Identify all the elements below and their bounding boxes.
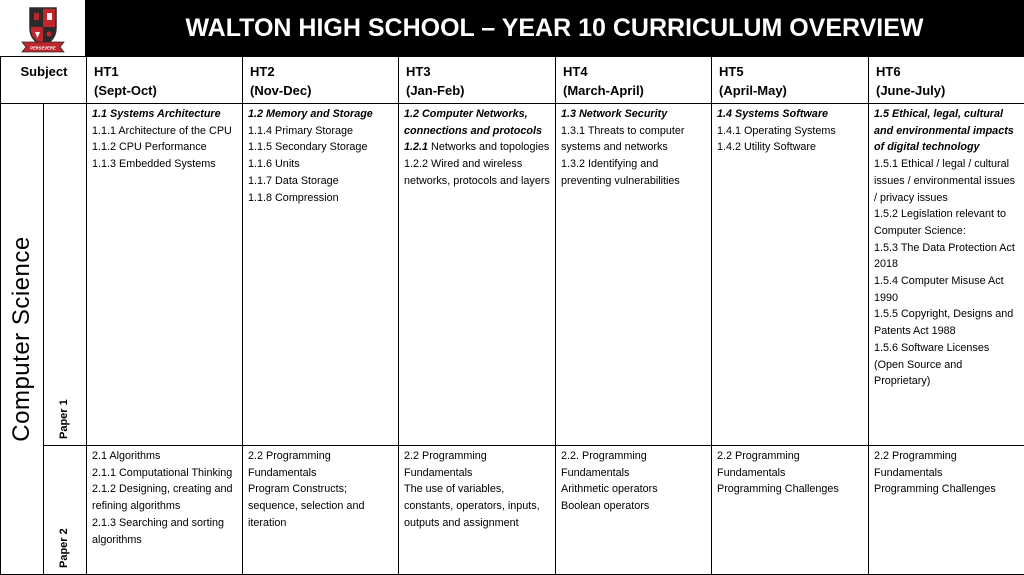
school-logo <box>0 0 86 56</box>
unit-cell <box>243 104 399 446</box>
unit-topic: 2.1.1 Computational Thinking <box>92 466 233 479</box>
term-months: (Jan-Feb) <box>406 83 465 98</box>
unit-cell <box>869 104 1024 446</box>
term-code: HT3 <box>406 64 431 79</box>
term-header-ht5 <box>712 57 869 104</box>
term-months: (Nov-Dec) <box>250 83 312 98</box>
unit-heading: 1.5 Ethical, legal, cultural and environmental impacts of digital technology <box>874 108 1014 154</box>
term-months: (March-April) <box>563 83 644 98</box>
school-crest-icon <box>0 0 85 56</box>
unit-cell <box>87 104 243 446</box>
unit-topic: 1.5.3 The Data Protection Act 2018 <box>874 241 1015 271</box>
term-months: (Sept-Oct) <box>94 83 157 98</box>
unit-cell <box>712 446 869 575</box>
unit-topic: 1.4.1 Operating Systems <box>717 124 836 137</box>
unit-topic: 1.5.6 Software Licenses (Open Source and Proprietary) <box>874 341 990 388</box>
subject-cell <box>1 104 44 575</box>
term-header-ht6 <box>869 57 1024 104</box>
unit-topic: 1.1.6 Units <box>248 158 300 171</box>
unit-topic: 1.5.2 Legislation relevant to Computer Science: <box>874 208 1007 237</box>
unit-topic: 1.5.1 Ethical / legal / cultural issues / environmental issues / privacy issues <box>874 158 1016 204</box>
term-header-ht1 <box>87 57 243 104</box>
unit-cell <box>556 104 712 446</box>
unit-topic: 1.5.4 Computer Misuse Act 1990 <box>874 275 1004 304</box>
paper-label: Paper 2 <box>58 528 70 568</box>
unit-topic: 2.1 Algorithms <box>92 450 161 462</box>
unit-topic: 1.2.2 Wired and wireless networks, protocols and layers <box>404 158 550 187</box>
curriculum-table <box>0 56 1024 575</box>
unit-cell <box>399 104 556 446</box>
paper-label: Paper 1 <box>58 399 70 439</box>
unit-topic: 1.1.5 Secondary Storage <box>248 141 368 154</box>
term-code: HT5 <box>719 64 744 79</box>
unit-cell <box>712 104 869 446</box>
unit-cell <box>243 446 399 575</box>
unit-topic: 2.2 Programming Fundamentals <box>717 450 800 479</box>
unit-topic: Boolean operators <box>561 500 650 513</box>
unit-topic: 1.3.2 Identifying and preventing vulnerabilities <box>561 158 680 187</box>
unit-topic: 1.1.4 Primary Storage <box>248 124 354 137</box>
unit-topic: 1.5.5 Copyright, Designs and Patents Act 1988 <box>874 308 1014 338</box>
unit-cell <box>399 446 556 575</box>
paper-1-cell <box>44 104 87 446</box>
term-months: (April-May) <box>719 83 787 98</box>
paper-2-row <box>1 446 1024 575</box>
unit-topic: The use of variables, constants, operators, inputs, outputs and assignment <box>404 483 540 529</box>
unit-topic: 1.1.2 CPU Performance <box>92 141 207 154</box>
term-months: (June-July) <box>876 83 946 98</box>
term-code: HT2 <box>250 64 275 79</box>
term-code: HT6 <box>876 64 901 79</box>
term-code: HT1 <box>94 64 119 79</box>
unit-heading: 1.4 Systems Software <box>717 108 829 120</box>
paper-2-cell <box>44 446 87 575</box>
unit-topic: 2.1.2 Designing, creating and refining algorithms <box>92 483 233 513</box>
unit-topic: 1.1.8 Compression <box>248 191 339 204</box>
title-bar <box>85 0 1024 56</box>
page-title: WALTON HIGH SCHOOL – YEAR 10 CURRICULUM OVERVIEW <box>185 13 924 42</box>
unit-topic: Programming Challenges <box>874 483 996 496</box>
unit-topic: 1.3.1 Threats to computer systems and networks <box>561 124 685 154</box>
term-code: HT4 <box>563 64 588 79</box>
unit-cell <box>87 446 243 575</box>
paper-1-row <box>1 104 1024 446</box>
unit-topic: 1.1.7 Data Storage <box>248 174 339 187</box>
subject-label: Computer Science <box>8 236 35 442</box>
unit-topic: 2.2 Programming Fundamentals <box>404 450 487 479</box>
unit-topic: 2.1.3 Searching and sorting algorithms <box>92 516 225 546</box>
unit-topic: 1.1.1 Architecture of the CPU <box>92 124 232 137</box>
term-header-ht3 <box>399 57 556 104</box>
subject-header: Subject <box>1 57 87 104</box>
unit-topic: 2.2 Programming Fundamentals <box>248 450 331 479</box>
unit-topic: Program Constructs; sequence, selection and iteration <box>248 483 365 529</box>
unit-heading: 1.2 Memory and Storage <box>248 108 373 120</box>
term-header-ht4 <box>556 57 712 104</box>
table-header-row <box>1 57 1024 104</box>
unit-topic: 2.2 Programming Fundamentals <box>874 450 957 479</box>
unit-cell <box>556 446 712 575</box>
unit-heading: 1.2 Computer Networks, connections and protocols <box>404 108 542 137</box>
crest-motto: PERSEVERE <box>30 45 56 51</box>
unit-topic: 1.4.2 Utility Software <box>717 141 817 154</box>
unit-cell <box>869 446 1024 575</box>
unit-topic: 1.1.3 Embedded Systems <box>92 158 216 171</box>
unit-topic: Arithmetic operators <box>561 483 658 496</box>
unit-heading: 1.1 Systems Architecture <box>92 108 221 120</box>
unit-topic: 2.2. Programming Fundamentals <box>561 450 647 479</box>
term-header-ht2 <box>243 57 399 104</box>
unit-topic: 1.2.1 Networks and topologies <box>404 141 550 154</box>
unit-heading: 1.3 Network Security <box>561 108 668 120</box>
unit-topic: Programming Challenges <box>717 483 839 496</box>
